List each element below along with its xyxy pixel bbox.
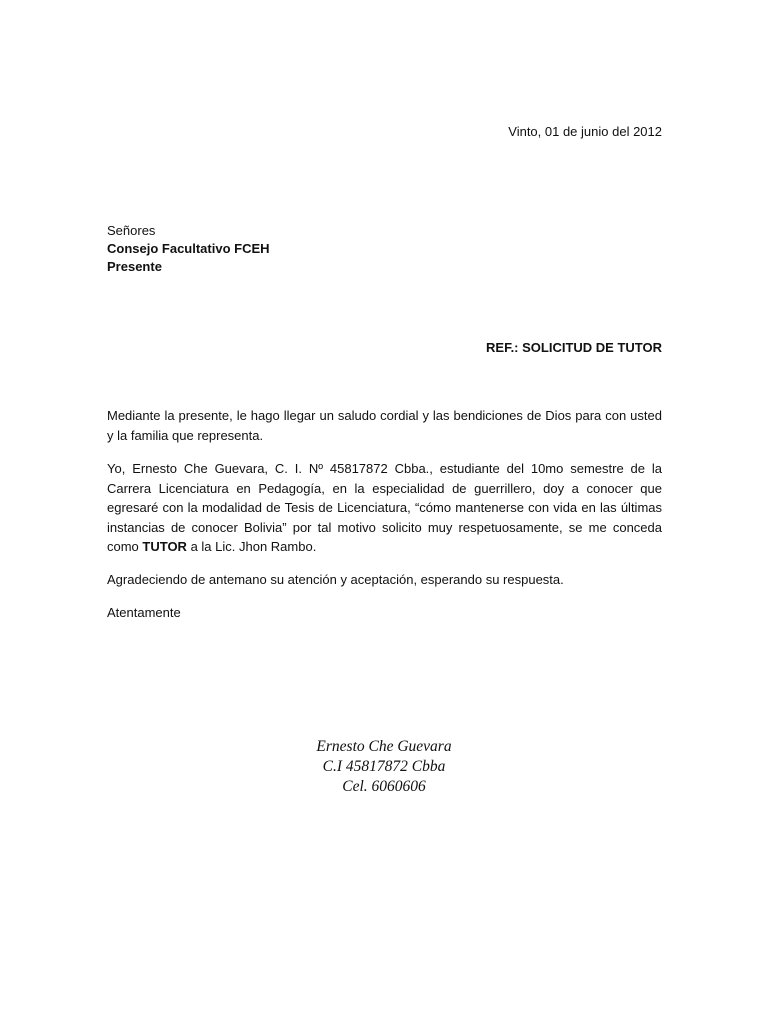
letter-date: Vinto, 01 de junio del 2012 (508, 124, 662, 139)
signature-name: Ernesto Che Guevara (316, 738, 452, 755)
request-tutor-emphasis: TUTOR (142, 539, 187, 554)
closing-line: Atentamente (107, 605, 181, 620)
signature-phone: Cel. 6060606 (342, 778, 426, 795)
signature-id: C.I 45817872 Cbba (322, 758, 446, 775)
signature-block (0, 737, 768, 797)
recipient-salutation: Señores (107, 223, 156, 238)
letter-body (107, 406, 662, 602)
request-text-start: Yo, Ernesto Che Guevara, C. I. Nº 45817872 Cbba., estudiante del 10mo semestre de la Carrera Licenciatura en Pedagogía, en la especialidad de guerrillero, doy a conocer que egresaré con la modalidad de Tesis de Licenciatura, “cómo mantenerse con vida en las últimas instancias de conocer Bolivia” por tal motivo solicito muy respetuosamente, se me conceda como (107, 461, 662, 554)
request-text-end: a la Lic. Jhon Rambo. (186, 539, 317, 554)
recipient-presente: Presente (107, 259, 162, 274)
body-paragraph-thanks: Agradeciendo de antemano su atención y aceptación, esperando su respuesta. (107, 571, 564, 587)
recipient-organization: Consejo Facultativo FCEH (107, 241, 270, 256)
body-paragraph-request (107, 459, 662, 557)
recipient-block (107, 222, 270, 276)
reference-line: REF.: SOLICITUD DE TUTOR (486, 340, 662, 355)
body-paragraph-greeting: Mediante la presente, le hago llegar un saludo cordial y las bendiciones de Dios para con usted y la familia que representa. (107, 408, 662, 443)
